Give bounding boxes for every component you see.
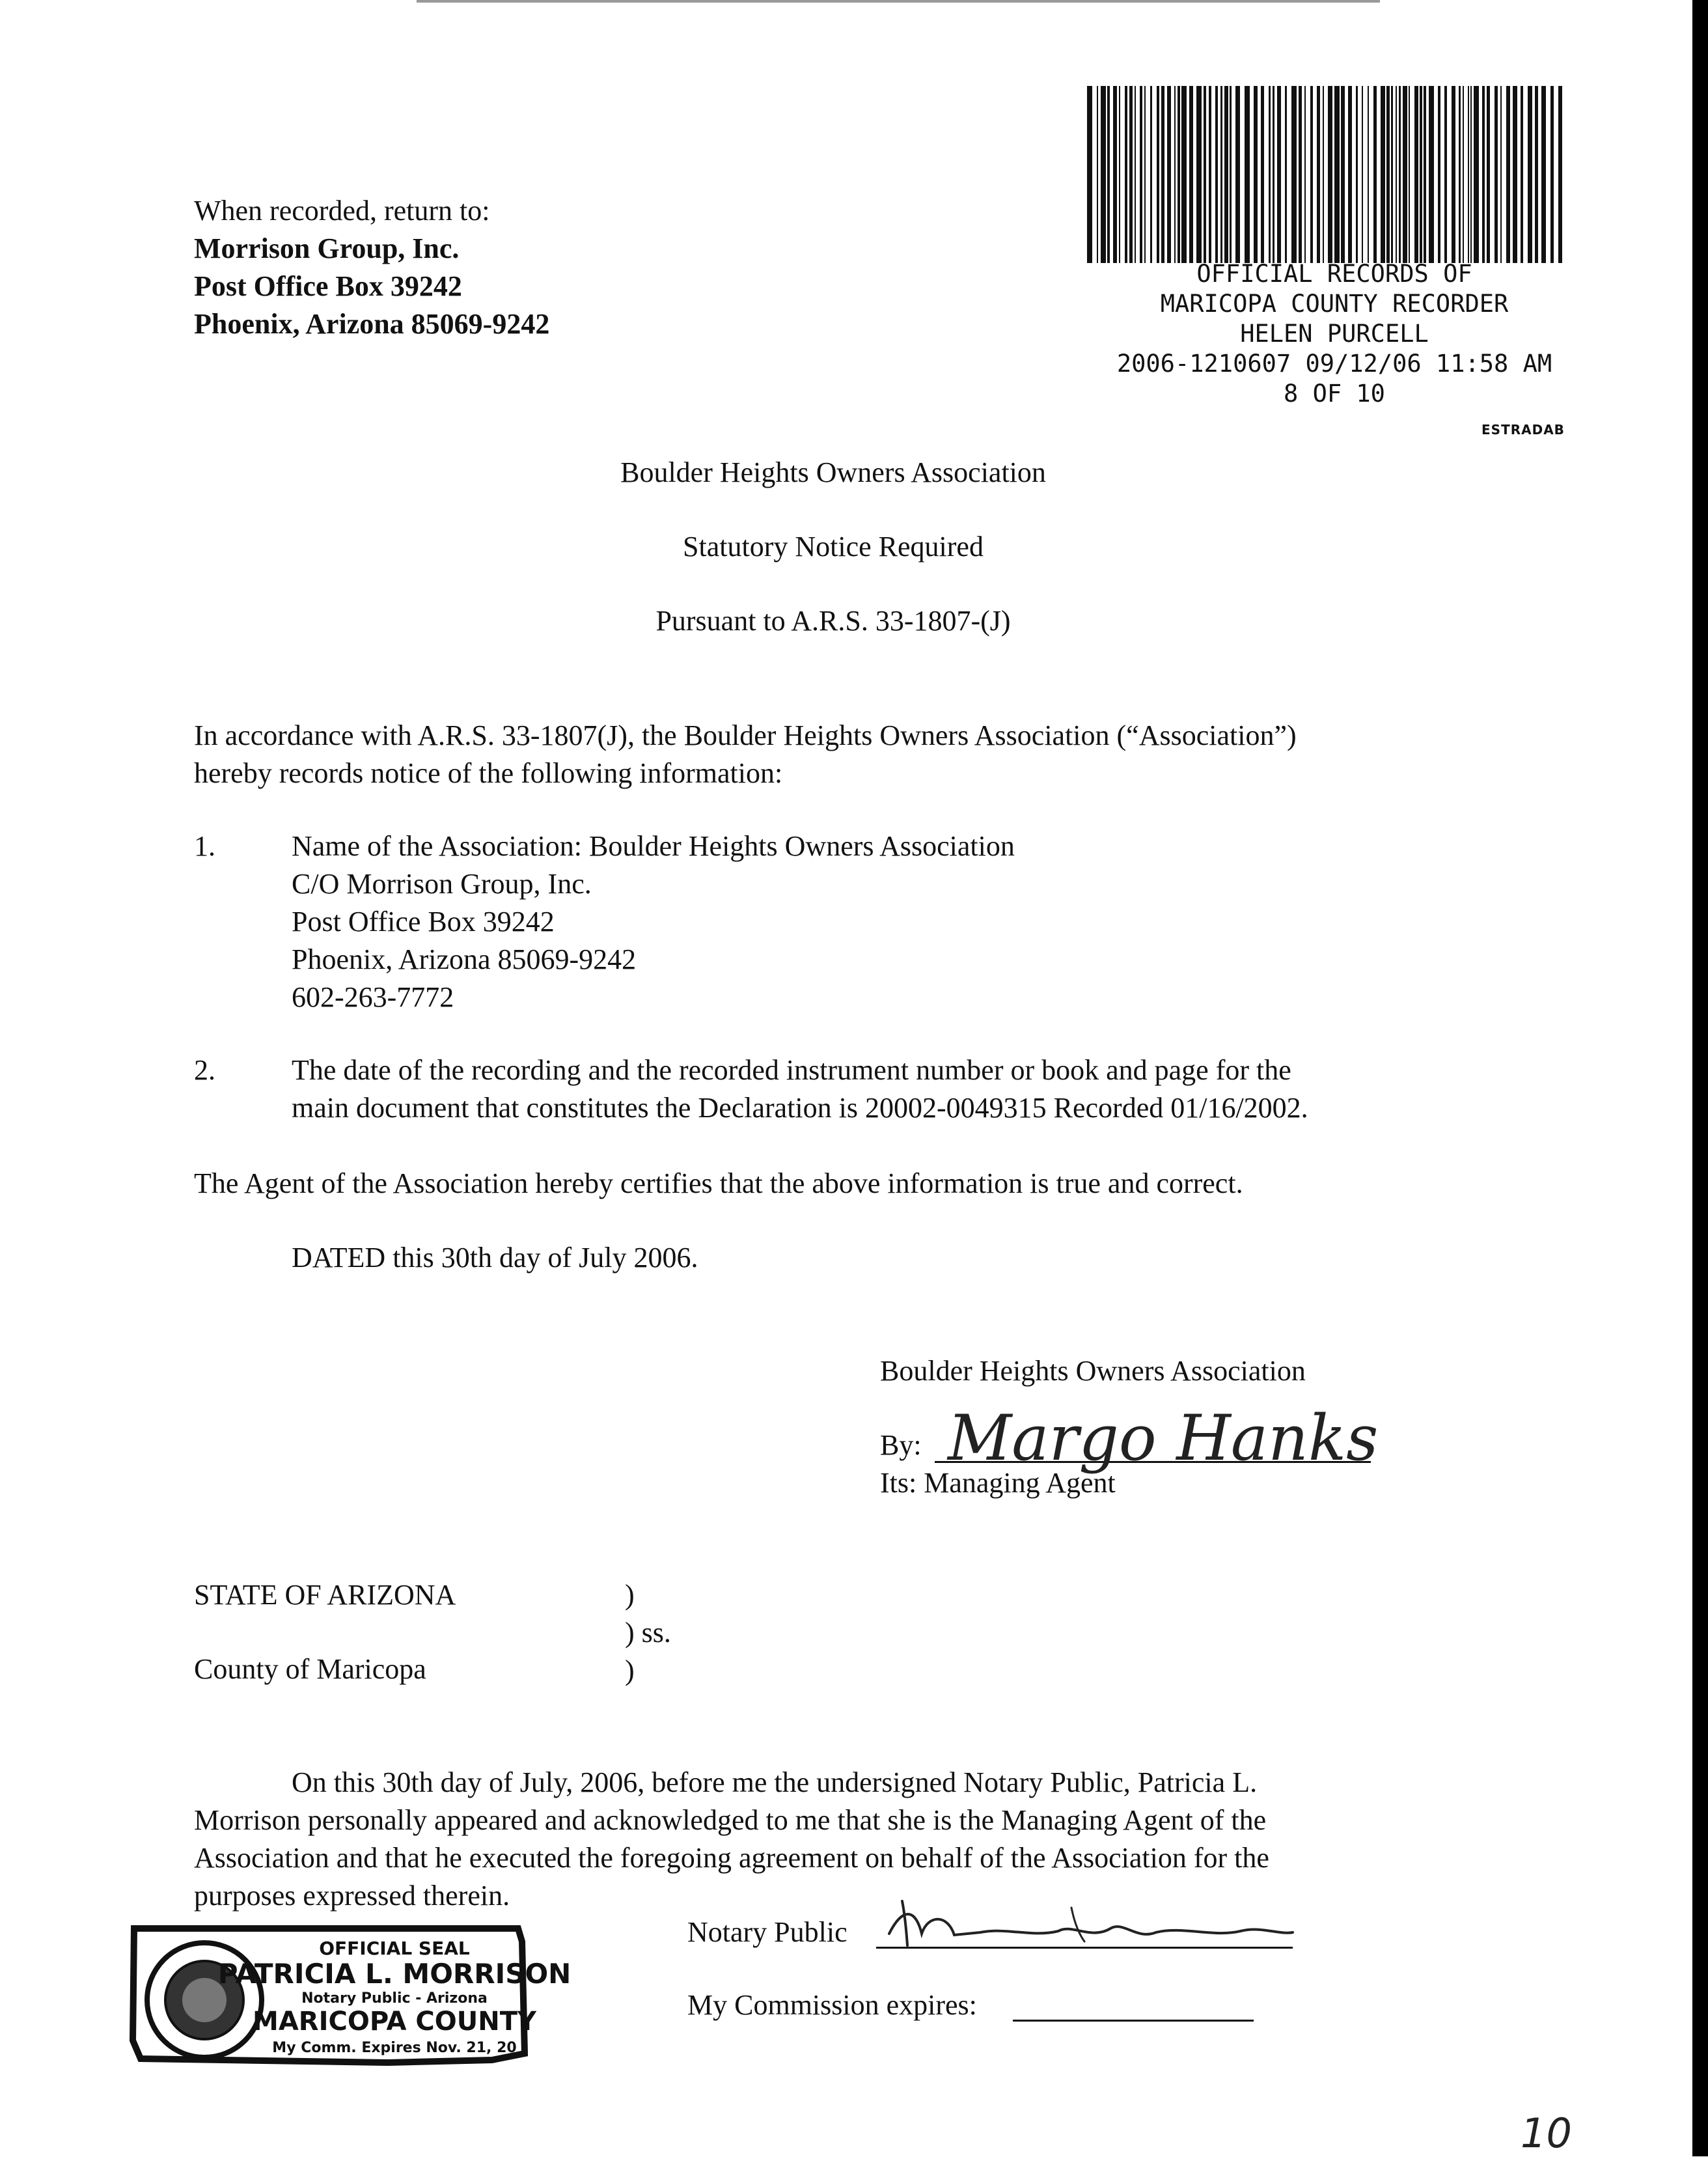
seal-line-1: OFFICIAL SEAL xyxy=(319,1938,470,1959)
recording-line-5: 8 OF 10 xyxy=(1284,380,1385,408)
barcode-bar xyxy=(1403,86,1407,263)
item-2-line-1: The date of the recording and the recorded instrument number or book and page for the xyxy=(292,1054,1291,1086)
barcode-bar xyxy=(1396,86,1397,263)
return-po-box: Post Office Box 39242 xyxy=(194,270,462,302)
barcode-bar xyxy=(1341,86,1345,263)
dated-line: DATED this 30th day of July 2006. xyxy=(292,1242,698,1273)
barcode-bar xyxy=(1161,86,1164,263)
item-1-line-2: C/O Morrison Group, Inc. xyxy=(292,868,592,900)
barcode-bar xyxy=(1245,86,1250,263)
barcode-bar xyxy=(1409,86,1410,263)
barcode-bar xyxy=(1424,86,1426,263)
barcode-bar xyxy=(1273,86,1274,263)
barcode-bar xyxy=(1167,86,1171,263)
barcode-bar xyxy=(1215,86,1218,263)
barcode-bar xyxy=(1285,86,1287,263)
barcode-bar xyxy=(1468,86,1469,263)
barcode-bar xyxy=(1230,86,1232,263)
barcode-bar xyxy=(1144,86,1146,263)
barcode-bar xyxy=(1323,86,1324,263)
item-2-line-2: main document that constitutes the Declaration is 20002-0049315 Recorded 01/16/2002. xyxy=(292,1092,1308,1124)
seal-line-4: MARICOPA COUNTY xyxy=(253,2007,536,2037)
barcode-bar xyxy=(1196,86,1202,263)
return-city: Phoenix, Arizona 85069-9242 xyxy=(194,308,550,340)
barcode-bar xyxy=(1506,86,1510,263)
recording-clerk: ESTRADAB xyxy=(1481,422,1565,438)
item-1-line-4: Phoenix, Arizona 85069-9242 xyxy=(292,943,637,975)
seal-line-5: My Comm. Expires Nov. 21, 20 xyxy=(272,2040,517,2056)
ack-line-2: Morrison personally appeared and acknowledged to me that she is the Managing Agent of the xyxy=(194,1804,1267,1836)
barcode-bar xyxy=(1381,86,1385,263)
venue-ss: ) ss. xyxy=(625,1617,671,1649)
certification: The Agent of the Association hereby certifies that the above information is true and correct. xyxy=(194,1167,1243,1199)
barcode-bar xyxy=(1334,86,1340,263)
title-statute: Pursuant to A.R.S. 33-1807-(J) xyxy=(655,605,1011,637)
venue-county: County of Maricopa xyxy=(194,1653,426,1685)
commission-line xyxy=(1013,2020,1254,2022)
ack-line-4: purposes expressed therein. xyxy=(194,1880,510,1912)
barcode-bar xyxy=(1444,86,1447,263)
recording-line-3: HELEN PURCELL xyxy=(1240,320,1429,348)
barcode-bar xyxy=(1513,86,1517,263)
notary-signature xyxy=(876,1895,1306,1953)
barcode-bar xyxy=(1235,86,1240,263)
recording-stamp xyxy=(1068,259,1601,409)
item-1-line-1: Name of the Association: Boulder Heights Owners Association xyxy=(292,830,1015,862)
barcode-bar xyxy=(1420,86,1422,263)
barcode-bar xyxy=(1535,86,1538,263)
barcode-bar xyxy=(1119,86,1120,263)
signature-its: Its: Managing Agent xyxy=(880,1467,1116,1499)
signature-org: Boulder Heights Owners Association xyxy=(880,1355,1306,1387)
barcode-bar xyxy=(1429,86,1434,263)
barcode-bar xyxy=(1140,86,1142,263)
notary-label: Notary Public xyxy=(687,1916,847,1948)
barcode-bar xyxy=(1399,86,1401,263)
barcode-bar xyxy=(1463,86,1464,263)
commission-label: My Commission expires: xyxy=(687,1989,977,2021)
barcode-bar xyxy=(1220,86,1222,263)
barcode-bar xyxy=(1135,86,1136,263)
barcode-bar xyxy=(1101,86,1106,263)
barcode-bar xyxy=(1304,86,1306,263)
barcode-bar xyxy=(1528,86,1532,263)
item-2-number: 2. xyxy=(194,1054,215,1086)
recording-line-1: OFFICIAL RECORDS OF xyxy=(1196,260,1472,288)
barcode-bar xyxy=(1157,86,1159,263)
barcode-bar xyxy=(1487,86,1490,263)
barcode-bar xyxy=(1129,86,1133,263)
barcode-bar xyxy=(1328,86,1332,263)
venue-state: STATE OF ARIZONA xyxy=(194,1579,456,1611)
barcode-bar xyxy=(1494,86,1498,263)
barcode-bar xyxy=(1204,86,1206,263)
svg-text:Margo Hanks: Margo Hanks xyxy=(948,1402,1379,1475)
barcode-bar xyxy=(1317,86,1320,263)
ack-line-1: On this 30th day of July, 2006, before me the undersigned Notary Public, Patricia L. xyxy=(292,1766,1258,1798)
barcode-bar xyxy=(1113,86,1117,263)
barcode-bar xyxy=(1107,86,1110,263)
barcode-bar xyxy=(1558,86,1562,263)
barcode-bar xyxy=(1452,86,1455,263)
barcode-bar xyxy=(1150,86,1152,263)
barcode-bar xyxy=(1391,86,1393,263)
barcode-bar xyxy=(1291,86,1297,263)
barcode-bar xyxy=(1189,86,1193,263)
barcode-bar xyxy=(1373,86,1377,263)
barcode-bar xyxy=(1125,86,1127,263)
barcode-bar xyxy=(1414,86,1418,263)
signature-by-label: By: xyxy=(880,1429,922,1461)
barcode-bar xyxy=(1500,86,1502,263)
barcode-bar xyxy=(1178,86,1180,263)
title-notice: Statutory Notice Required xyxy=(683,531,984,563)
barcode-bar xyxy=(1348,86,1352,263)
intro-line-2: hereby records notice of the following information: xyxy=(194,757,783,789)
return-heading: When recorded, return to: xyxy=(194,195,490,227)
barcode-bar xyxy=(1310,86,1313,263)
barcode-bar xyxy=(1174,86,1176,263)
barcode-bar xyxy=(1299,86,1302,263)
seal-line-2: PATRICIA L. MORRISON xyxy=(217,1958,572,1990)
ack-line-3: Association and that he executed the foregoing agreement on behalf of the Association for the xyxy=(194,1842,1269,1874)
barcode-bar xyxy=(1470,86,1472,263)
barcode-bar xyxy=(1181,86,1187,263)
barcode xyxy=(1087,86,1566,263)
barcode-bar xyxy=(1459,86,1461,263)
barcode-bar xyxy=(1438,86,1440,263)
intro-line-1: In accordance with A.R.S. 33-1807(J), the Boulder Heights Owners Association (“Association”) xyxy=(194,719,1297,751)
notary-seal xyxy=(128,1923,572,2073)
barcode-bar xyxy=(1254,86,1258,263)
barcode-bar xyxy=(1541,86,1546,263)
barcode-bar xyxy=(1482,86,1485,263)
item-1-number: 1. xyxy=(194,830,215,862)
item-1-line-5: 602-263-7772 xyxy=(292,981,454,1013)
barcode-bar xyxy=(1097,86,1098,263)
return-company: Morrison Group, Inc. xyxy=(194,232,460,264)
barcode-bar xyxy=(1550,86,1554,263)
barcode-bar xyxy=(1277,86,1281,263)
barcode-bar xyxy=(1356,86,1358,263)
seal-line-3: Notary Public - Arizona xyxy=(301,1990,488,2007)
page-mark: 10 xyxy=(1521,2109,1572,2157)
barcode-bar xyxy=(1368,86,1369,263)
recording-line-2: MARICOPA COUNTY RECORDER xyxy=(1160,290,1509,318)
barcode-bar xyxy=(1269,86,1271,263)
venue-paren-1: ) xyxy=(625,1579,635,1611)
title-association: Boulder Heights Owners Association xyxy=(620,456,1046,488)
barcode-bar xyxy=(1474,86,1479,263)
barcode-bar xyxy=(1224,86,1228,263)
recording-line-4: 2006-1210607 09/12/06 11:58 AM xyxy=(1116,350,1552,378)
page-top-edge xyxy=(417,0,1380,3)
venue-paren-3: ) xyxy=(625,1654,635,1686)
barcode-bar xyxy=(1209,86,1211,263)
barcode-bar xyxy=(1521,86,1523,263)
item-1-line-3: Post Office Box 39242 xyxy=(292,906,555,938)
barcode-bar xyxy=(1386,86,1390,263)
barcode-bar xyxy=(1087,86,1092,263)
barcode-bar xyxy=(1261,86,1264,263)
scan-edge xyxy=(1692,0,1708,2156)
barcode-bar xyxy=(1362,86,1363,263)
